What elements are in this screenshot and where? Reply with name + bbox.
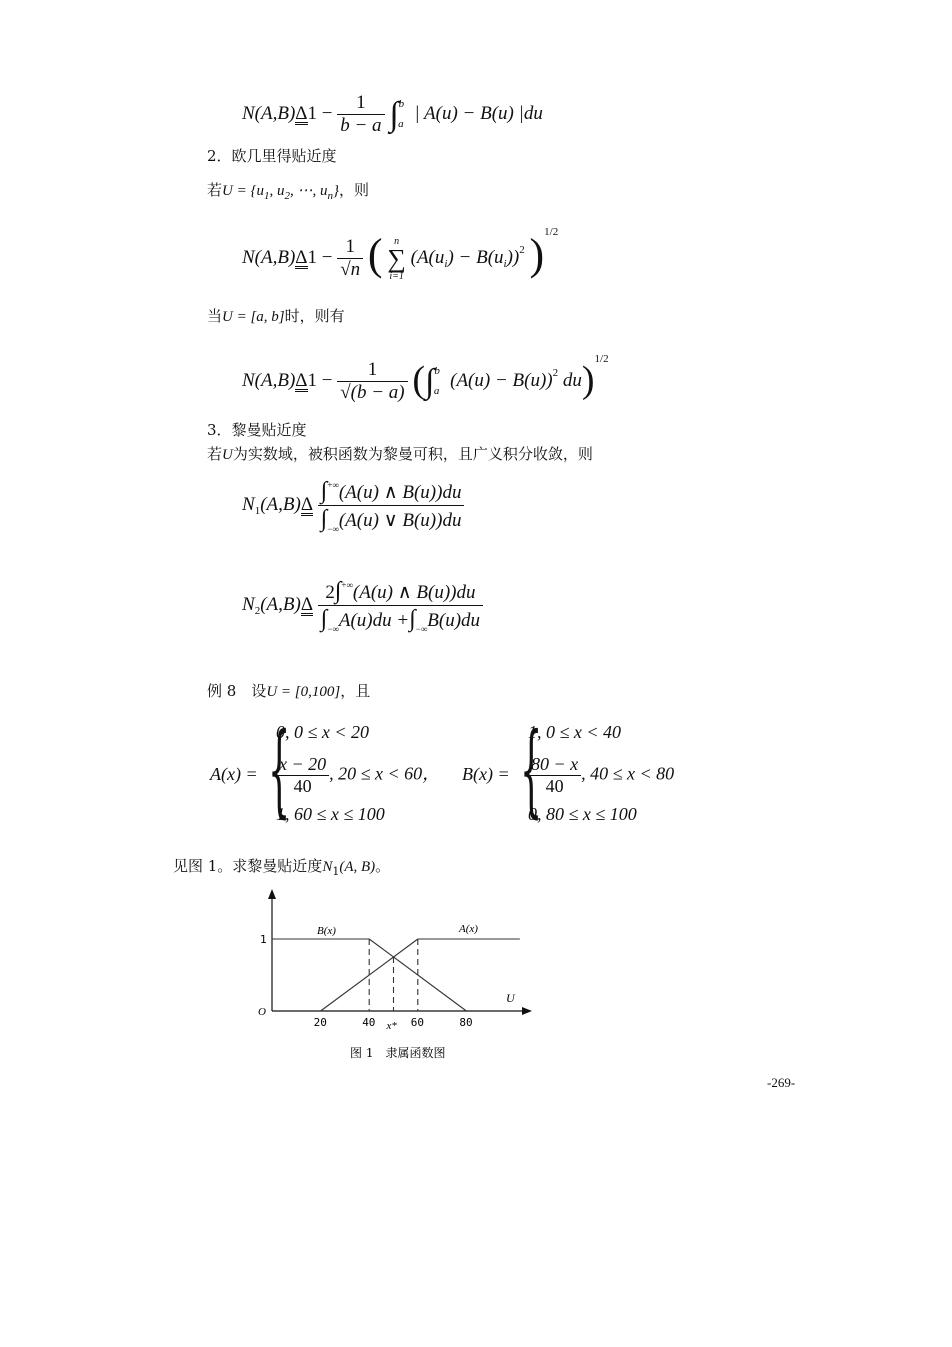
integral-upper-limit: +∞ (341, 580, 353, 590)
case-1: 0, 0 ≤ x < 20 (276, 722, 370, 742)
square-exponent: 2 (552, 367, 559, 379)
set-prefix: 若 (207, 181, 223, 199)
section-heading-riemann: 3．黎曼贴近度 (207, 421, 307, 439)
x-tick-label: 60 (410, 1016, 425, 1029)
y-axis-arrow-icon (268, 889, 276, 899)
integral-upper-limit: +∞ (327, 480, 339, 490)
x-tick-label: 20 (313, 1016, 327, 1029)
formula-lhs-args: (A,B) (260, 493, 301, 515)
formula-lhs-subscript: 2 (254, 604, 261, 617)
integral-upper-limit: b (398, 97, 405, 110)
case-2 (528, 754, 674, 797)
denominator-term-a: A(u)du + (338, 610, 410, 631)
square-exponent: 2 (519, 244, 525, 256)
integral-lower-limit: −∞ (327, 524, 339, 534)
y-tick-1: 1 (260, 933, 267, 946)
formula-lhs-subscript: 1 (254, 504, 261, 517)
set-math-end: } (332, 183, 339, 199)
x-tick-label: 40 (362, 1016, 376, 1029)
set-math-dots: , ⋯, u (289, 183, 328, 199)
integral-lower-limit: a (398, 117, 404, 130)
outer-exponent: 1/2 (544, 226, 559, 238)
brace-icon: { (520, 711, 543, 828)
fraction-denominator: $\int_{-\infty}(A(u)$ ∨ B(u))du (318, 505, 465, 533)
fraction-numerator: ∫+∞(A(u) ∧ B(u))du (320, 478, 462, 504)
set-math-mid: , u (269, 183, 285, 199)
fraction-numerator: 2∫+∞(A(u) ∧ B(u))du (325, 578, 476, 604)
summation (387, 236, 406, 282)
fraction-denominator: b − a (337, 114, 384, 137)
fraction-denominator: √n (337, 258, 363, 281)
reference-suffix: 。 (375, 857, 391, 875)
integral-lower-limit: −∞ (327, 624, 339, 634)
page-number: -269- (767, 1075, 796, 1090)
formula-lhs-args: (A,B) (260, 593, 301, 615)
index-subscript: i (444, 258, 448, 270)
membership-function-figure (250, 885, 540, 1070)
formula-euclid-continuous: N(A,B)Δ1 − $\frac{1}{√(b - a)}$ (∫$^b_a$ $(A(u) - B(u))^2$ du)$^{1/2}$ (242, 353, 609, 404)
fraction (337, 92, 384, 137)
figure-caption: 图 1 隶属函数图 (350, 1046, 446, 1060)
riemann-suffix: 为实数域，被积函数为黎曼可积，且广义积分收敛，则 (232, 445, 593, 463)
formula-body-end: )) (506, 247, 520, 268)
defined-as-symbol: Δ (295, 247, 308, 268)
case-2-condition: , 40 ≤ x < 80 (581, 763, 675, 784)
formula-riemann-n1 (242, 478, 464, 533)
condition-prefix: 当 (207, 307, 223, 325)
case-3: 0, 80 ≤ x ≤ 100 (528, 804, 637, 824)
curve-label-b: B(x) (317, 925, 336, 937)
axis-label-u: U (506, 991, 515, 1005)
piecewise-lhs: A(x) = (210, 764, 258, 784)
denominator-term-b: B(u)du (427, 610, 481, 631)
x-star-label: x* (386, 1020, 397, 1032)
fraction-numerator: 1 (367, 359, 378, 381)
fraction-denominator: √(b − a) (337, 381, 407, 404)
case-2-numerator: 80 − x (531, 754, 579, 774)
case-2-denominator: 40 (528, 775, 581, 797)
formula-lhs: N (242, 493, 255, 515)
reference-subscript: 1 (332, 865, 340, 878)
numerator-coefficient: 2 (325, 582, 335, 603)
formula-lhs: N(A,B) (242, 370, 296, 391)
formula-body: | A(u) − B(u) |du (414, 102, 543, 124)
origin-label: O (258, 1006, 266, 1018)
integral-lower-limit: a (433, 385, 440, 397)
example-suffix: ，且 (340, 682, 371, 700)
case-2 (276, 754, 440, 797)
condition-math: U = [a, b] (222, 309, 285, 325)
example-statement (207, 680, 370, 701)
brace-icon: { (268, 711, 291, 828)
piecewise-lhs: B(x) = (462, 764, 510, 784)
case-2-denominator: 40 (276, 775, 329, 797)
formula-euclid-discrete: N(A,B)Δ1 − $\frac{1}{√n}$ ( n ∑ i=1 $(A(u_i) - B(u_i))^2$ )$^{1/2}$ (242, 226, 559, 282)
fraction (318, 578, 483, 633)
example-prefix: 例 8 设 (207, 682, 267, 700)
fraction-numerator: 1 (356, 92, 366, 113)
curve-label-a: A(x) (459, 923, 478, 935)
defined-as-symbol: Δ (300, 493, 314, 515)
fraction-numerator: 1 (345, 236, 355, 258)
set-suffix: ，则 (338, 181, 369, 199)
condition-suffix: 时，则有 (284, 307, 345, 325)
formula-body: (A(u (410, 247, 445, 268)
riemann-u: U (222, 447, 233, 463)
formula-lhs: N(A,B) (242, 102, 296, 124)
numerator-body: (A(u) ∧ B(u))du (338, 482, 462, 503)
case-2-numerator: x − 20 (279, 754, 327, 774)
formula-rhs-pre: 1 − (307, 370, 333, 391)
formula-riemann-n2 (242, 578, 483, 633)
x-axis-arrow-icon (522, 1007, 532, 1015)
reference-args: (A, B) (339, 859, 376, 875)
denominator-body: (A(u) ∨ B(u))du (338, 510, 462, 531)
case-3: 1, 60 ≤ x ≤ 100 (276, 804, 385, 824)
integral-sign: ∫ (389, 95, 399, 133)
sum-upper-limit: n (394, 235, 400, 247)
case-2-condition: , 20 ≤ x < 60， (329, 763, 441, 784)
fraction (318, 478, 465, 533)
set-definition: 若$U = \{u_1$, $u_2$, ⋯, $u_n$}，则 (207, 181, 369, 202)
reference-prefix: 见图 1。求黎曼贴近度 (173, 857, 323, 875)
case-1: 1, 0 ≤ x < 40 (528, 722, 622, 742)
sum-lower-limit: i=1 (389, 270, 404, 282)
fraction-denominator: $\int_{-\infty}A(u)du +\int_{-\infty}B(u)du$ (318, 605, 483, 633)
fraction (337, 359, 407, 404)
integral-upper-limit: b (434, 365, 440, 377)
formula-hamming (242, 92, 543, 137)
section-heading-euclid: 2．欧几里得贴近度 (207, 147, 337, 165)
formula-rhs-pre: 1 − (307, 102, 333, 124)
formula-body: (A(u) − B(u)) (450, 370, 553, 391)
defined-as-symbol: Δ (295, 370, 308, 391)
formula-lhs: N (242, 593, 255, 615)
numerator-body: (A(u) ∧ B(u))du (352, 582, 476, 603)
formula-body-mid: ) − B(u (447, 247, 504, 268)
riemann-prefix: 若 (207, 445, 223, 463)
x-tick-label: 80 (459, 1016, 473, 1029)
riemann-condition (207, 443, 593, 464)
defined-as-symbol: Δ (295, 102, 308, 124)
formula-lhs: N(A,B) (242, 247, 296, 268)
example-math: U = [0,100] (266, 684, 341, 700)
reference-math: N (322, 859, 333, 875)
fraction (337, 236, 363, 281)
sum-sign: ∑ (387, 243, 406, 273)
differential: du (562, 370, 582, 391)
formula-rhs-pre: 1 − (307, 247, 333, 268)
outer-exponent: 1/2 (594, 353, 609, 365)
figure-reference (173, 855, 390, 878)
set-math: U = {u (222, 183, 264, 199)
interval-condition (207, 305, 345, 326)
defined-as-symbol: Δ (300, 593, 314, 615)
